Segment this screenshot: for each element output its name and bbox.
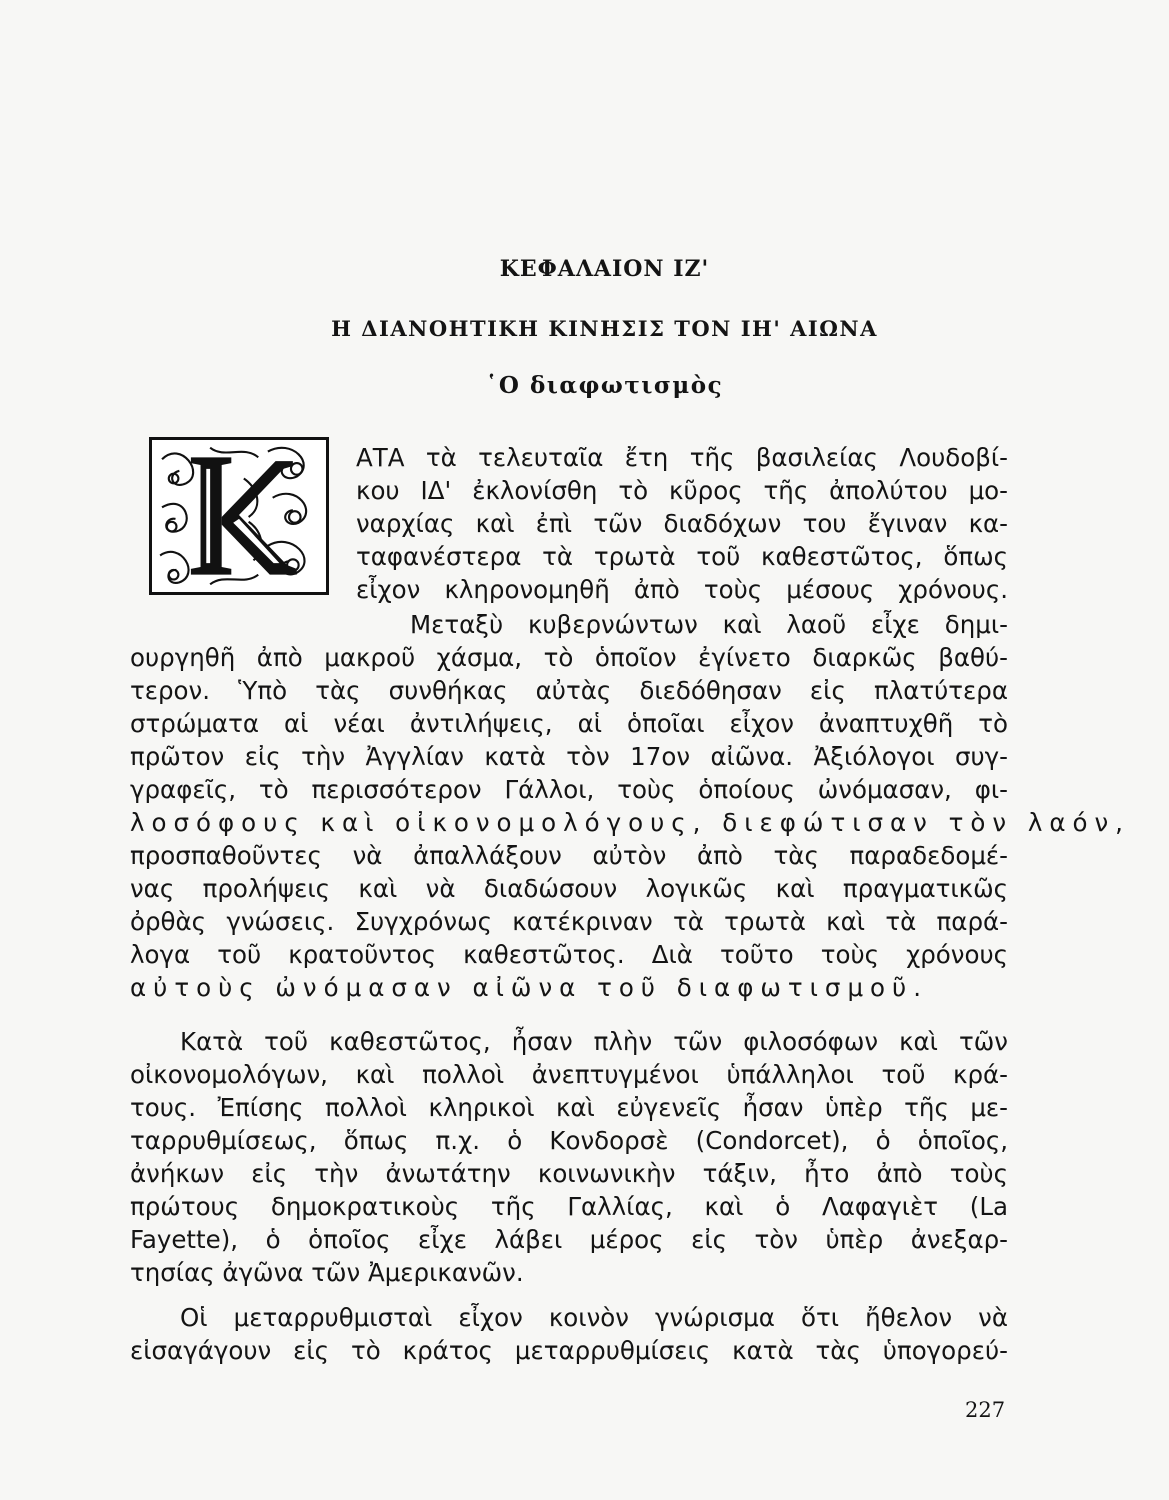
section-subtitle: ῾Ο διαφωτισμὸς — [485, 372, 724, 399]
paragraph-line: πρώτους δημοκρατικοὺς τῆς Γαλλίας, καὶ ὁ Λαφαγιὲτ (La — [130, 1192, 1008, 1221]
paragraph-1 — [130, 608, 1130, 1004]
paragraph-line: οἰκονομολόγων, καὶ πολλοὶ ἀνεπτυγμένοι ὑπάλληλοι τοῦ κρά- — [130, 1060, 1008, 1089]
paragraph-line: γραφεῖς, τὸ περισσότερον Γάλλοι, τοὺς ὁποίους ὠνόμασαν, φι- — [130, 775, 1008, 804]
paragraph-line: ἀνήκων εἰς τὴν ἀνωτάτην κοινωνικὴν τάξιν, ἦτο ἀπὸ τοὺς — [130, 1159, 1008, 1188]
paragraph-line: Κατὰ τοῦ καθεστῶτος, ἦσαν πλὴν τῶν φιλοσόφων καὶ τῶν — [180, 1027, 1008, 1056]
paragraph-2 — [130, 1025, 1008, 1289]
paragraph-line: τερον. Ὑπὸ τὰς συνθήκας αὐτὰς διεδόθησαν εἰς πλατύτερα — [130, 676, 1008, 705]
intro-line: ναρχίας καὶ ἐπὶ τῶν διαδόχων του ἔγιναν κα- — [356, 509, 1008, 538]
paragraph-line: πρῶτον εἰς τὴν Ἀγγλίαν κατὰ τὸν 17ον αἰῶνα. Ἀξιόλογοι συγ- — [130, 742, 1008, 771]
chapter-title: Η ΔΙΑΝΟΗΤΙΚΗ ΚΙΝΗΣΙΣ ΤΟΝ ΙΗ' ΑΙΩΝΑ — [331, 316, 878, 341]
paragraph-line: ουργηθῆ ἀπὸ μακροῦ χάσμα, τὸ ὁποῖον ἐγίνετο διαρκῶς βαθύ- — [130, 643, 1008, 672]
intro-line: ταφανέστερα τὰ τρωτὰ τοῦ καθεστῶτος, ὅπως — [356, 542, 1008, 571]
paragraph-line: ταρρυθμίσεως, ὅπως π.χ. ὁ Κονδορσὲ (Condorcet), ὁ ὁποῖος, — [130, 1126, 1008, 1155]
chapter-heading: ΚΕΦΑΛΑΙΟΝ ΙΖ' — [499, 256, 710, 282]
paragraph-line: Οἱ μεταρρυθμισταὶ εἶχον κοινὸν γνώρισμα ὅτι ἤθελον νὰ — [180, 1303, 1008, 1332]
paragraph-line: λοσόφους καὶ οἰκονομολόγους, διεφώτισαν τὸν λαόν, — [130, 808, 1130, 837]
paragraph-line: αὐτοὺς ὠνόμασαν αἰῶνα τοῦ διαφωτισμοῦ. — [130, 973, 928, 1002]
paragraph-line: στρώματα αἱ νέαι ἀντιλήψεις, αἱ ὁποῖαι εἶχον ἀναπτυχθῆ τὸ — [130, 709, 1008, 738]
paragraph-line: ὀρθὰς γνώσεις. Συγχρόνως κατέκριναν τὰ τρωτὰ καὶ τὰ παρά- — [130, 907, 1008, 936]
drop-cap-ornament — [152, 440, 326, 592]
intro-line: κου ΙΔ' ἐκλονίσθη τὸ κῦρος τῆς ἀπολύτου μο- — [356, 476, 1008, 505]
paragraph-line: εἰσαγάγουν εἰς τὸ κράτος μεταρρυθμίσεις κατὰ τὰς ὑπογορεύ- — [130, 1336, 1008, 1365]
paragraph-line: τησίας ἀγῶνα τῶν Ἀμερικανῶν. — [130, 1258, 524, 1287]
paragraph-line: Fayette), ὁ ὁποῖος εἶχε λάβει μέρος εἰς τὸν ὑπὲρ ἀνεξαρ- — [130, 1225, 1008, 1254]
intro-paragraph — [356, 441, 1008, 606]
paragraph-line: τους. Ἐπίσης πολλοὶ κληρικοὶ καὶ εὐγενεῖς ἦσαν ὑπὲρ τῆς με- — [130, 1093, 1008, 1122]
intro-line: εἶχον κληρονομηθῆ ἀπὸ τοὺς μέσους χρόνους. — [356, 575, 1008, 604]
paragraph-line: νας προλήψεις καὶ νὰ διαδώσουν λογικῶς καὶ πραγματικῶς — [130, 874, 1008, 903]
paragraph-line: Μεταξὺ κυβερνώντων καὶ λαοῦ εἶχε δημι- — [410, 610, 1008, 639]
page-number: 227 — [965, 1398, 1006, 1422]
paragraph-line: λογα τοῦ κρατοῦντος καθεστῶτος. Διὰ τοῦτο τοὺς χρόνους — [130, 940, 1008, 969]
paragraph-3 — [130, 1301, 1008, 1367]
paragraph-line: προσπαθοῦντες νὰ ἀπαλλάξουν αὐτὸν ἀπὸ τὰς παραδεδομέ- — [130, 841, 1008, 870]
intro-line: ΑΤΑ τὰ τελευταῖα ἔτη τῆς βασιλείας Λουδοβί- — [356, 443, 1008, 472]
ornamental-drop-cap — [149, 437, 329, 595]
